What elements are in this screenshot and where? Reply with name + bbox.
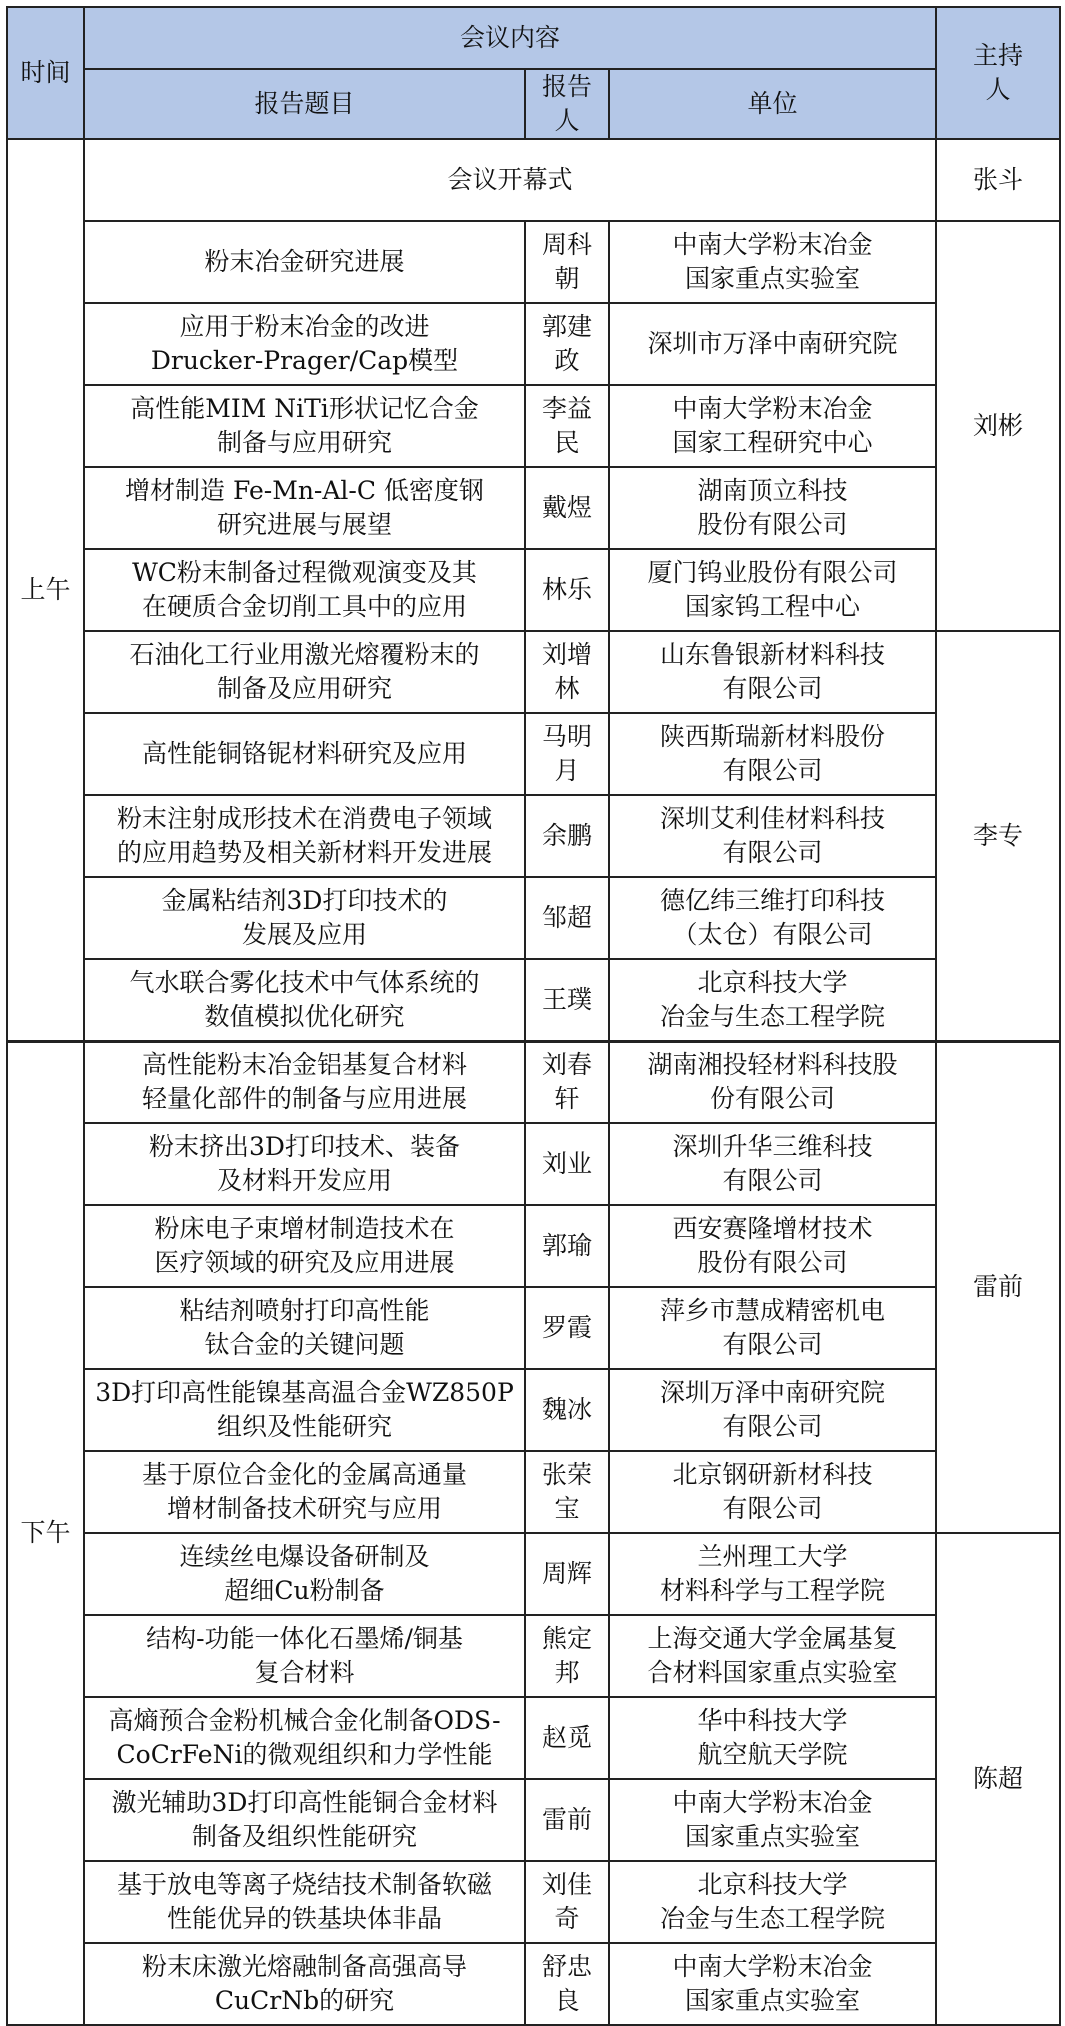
unit-cell: 萍乡市慧成精密机电 有限公司 [609,1287,936,1369]
topic-cell: 高性能MIM NiTi形状记忆合金 制备与应用研究 [84,385,525,467]
unit-cell: 上海交通大学金属基复 合材料国家重点实验室 [609,1615,936,1697]
topic-cell: 高熵预合金粉机械合金化制备ODS- CoCrFeNi的微观组织和力学性能 [84,1697,525,1779]
session-time-afternoon: 下午 [7,1041,84,2025]
speaker-cell: 郭建政 [525,303,609,385]
session-time-morning: 上午 [7,139,84,1041]
topic-cell: 3D打印高性能镍基高温合金WZ850P 组织及性能研究 [84,1369,525,1451]
unit-cell: 湖南顶立科技 股份有限公司 [609,467,936,549]
table-row [7,1861,1060,1943]
speaker-cell: 张荣宝 [525,1451,609,1533]
host-cell: 张斗 [936,139,1060,221]
table-row [7,221,1060,303]
table-row [7,631,1060,713]
opening-label: 会议开幕式 [84,139,936,221]
unit-cell: 厦门钨业股份有限公司 国家钨工程中心 [609,549,936,631]
speaker-cell: 刘佳奇 [525,1861,609,1943]
speaker-cell: 刘业 [525,1123,609,1205]
table-row [7,385,1060,467]
unit-cell: 陕西斯瑞新材料股份 有限公司 [609,713,936,795]
table-row [7,713,1060,795]
speaker-cell: 刘春轩 [525,1041,609,1123]
table-row [7,303,1060,385]
topic-cell: 粉床电子束增材制造技术在 医疗领域的研究及应用进展 [84,1205,525,1287]
topic-cell: 高性能铜铬铌材料研究及应用 [84,713,525,795]
topic-cell: 连续丝电爆设备研制及 超细Cu粉制备 [84,1533,525,1615]
unit-cell: 中南大学粉末冶金 国家重点实验室 [609,221,936,303]
unit-cell: 中南大学粉末冶金 国家重点实验室 [609,1779,936,1861]
table-row [7,549,1060,631]
table-row [7,1205,1060,1287]
unit-cell: 兰州理工大学 材料科学与工程学院 [609,1533,936,1615]
conference-schedule-table [6,6,1061,2026]
unit-cell: 深圳艾利佳材料科技 有限公司 [609,795,936,877]
unit-cell: 深圳万泽中南研究院 有限公司 [609,1369,936,1451]
unit-cell: 德亿纬三维打印科技 （太仓）有限公司 [609,877,936,959]
topic-cell: 金属粘结剂3D打印技术的 发展及应用 [84,877,525,959]
table-row [7,1041,1060,1123]
speaker-cell: 邹超 [525,877,609,959]
header-speaker: 报告人 [525,69,609,139]
header-topic: 报告题目 [84,69,525,139]
header-content: 会议内容 [84,7,936,69]
speaker-cell: 李益民 [525,385,609,467]
speaker-cell: 刘增林 [525,631,609,713]
table-row [7,1369,1060,1451]
speaker-cell: 王璞 [525,959,609,1041]
topic-cell: 基于原位合金化的金属高通量 增材制备技术研究与应用 [84,1451,525,1533]
unit-cell: 湖南湘投轻材料科技股 份有限公司 [609,1041,936,1123]
speaker-cell: 戴煜 [525,467,609,549]
unit-cell: 山东鲁银新材料科技 有限公司 [609,631,936,713]
unit-cell: 深圳市万泽中南研究院 [609,303,936,385]
unit-cell: 北京钢研新材科技 有限公司 [609,1451,936,1533]
table-row [7,1451,1060,1533]
speaker-cell: 舒忠良 [525,1943,609,2025]
speaker-cell: 赵觅 [525,1697,609,1779]
topic-cell: 粉末床激光熔融制备高强高导 CuCrNb的研究 [84,1943,525,2025]
topic-cell: 粘结剂喷射打印高性能 钛合金的关键问题 [84,1287,525,1369]
topic-cell: 高性能粉末冶金铝基复合材料 轻量化部件的制备与应用进展 [84,1041,525,1123]
speaker-cell: 周科朝 [525,221,609,303]
speaker-cell: 熊定邦 [525,1615,609,1697]
topic-cell: 气水联合雾化技术中气体系统的 数值模拟优化研究 [84,959,525,1041]
topic-cell: 结构-功能一体化石墨烯/铜基 复合材料 [84,1615,525,1697]
speaker-cell: 周辉 [525,1533,609,1615]
table-row [7,1533,1060,1615]
topic-cell: 粉末冶金研究进展 [84,221,525,303]
speaker-cell: 郭瑜 [525,1205,609,1287]
header-row-2 [7,69,1060,139]
topic-cell: WC粉末制备过程微观演变及其 在硬质合金切削工具中的应用 [84,549,525,631]
opening-row [7,139,1060,221]
table-row [7,959,1060,1041]
topic-cell: 粉末注射成形技术在消费电子领域 的应用趋势及相关新材料开发进展 [84,795,525,877]
unit-cell: 中南大学粉末冶金 国家工程研究中心 [609,385,936,467]
header-unit: 单位 [609,69,936,139]
speaker-cell: 罗霞 [525,1287,609,1369]
speaker-cell: 魏冰 [525,1369,609,1451]
unit-cell: 中南大学粉末冶金 国家重点实验室 [609,1943,936,2025]
table-row [7,877,1060,959]
speaker-cell: 余鹏 [525,795,609,877]
unit-cell: 北京科技大学 冶金与生态工程学院 [609,959,936,1041]
topic-cell: 增材制造 Fe-Mn-Al-C 低密度钢 研究进展与展望 [84,467,525,549]
topic-cell: 粉末挤出3D打印技术、装备 及材料开发应用 [84,1123,525,1205]
unit-cell: 北京科技大学 冶金与生态工程学院 [609,1861,936,1943]
speaker-cell: 马明月 [525,713,609,795]
host-cell: 刘彬 [936,221,1060,631]
unit-cell: 深圳升华三维科技 有限公司 [609,1123,936,1205]
topic-cell: 应用于粉末冶金的改进 Drucker-Prager/Cap模型 [84,303,525,385]
unit-cell: 西安赛隆增材技术 股份有限公司 [609,1205,936,1287]
table-row [7,1287,1060,1369]
speaker-cell: 林乐 [525,549,609,631]
unit-cell: 华中科技大学 航空航天学院 [609,1697,936,1779]
topic-cell: 激光辅助3D打印高性能铜合金材料 制备及组织性能研究 [84,1779,525,1861]
table-row [7,1123,1060,1205]
host-cell: 陈超 [936,1533,1060,2025]
header-host: 主持 人 [936,7,1060,139]
table-row [7,1697,1060,1779]
topic-cell: 基于放电等离子烧结技术制备软磁 性能优异的铁基块体非晶 [84,1861,525,1943]
table-row [7,1943,1060,2025]
topic-cell: 石油化工行业用激光熔覆粉末的 制备及应用研究 [84,631,525,713]
table-row [7,795,1060,877]
host-cell: 雷前 [936,1041,1060,1533]
header-row-1 [7,7,1060,69]
table-row [7,467,1060,549]
table-row [7,1615,1060,1697]
host-cell: 李专 [936,631,1060,1041]
speaker-cell: 雷前 [525,1779,609,1861]
table-row [7,1779,1060,1861]
header-time: 时间 [7,7,84,139]
